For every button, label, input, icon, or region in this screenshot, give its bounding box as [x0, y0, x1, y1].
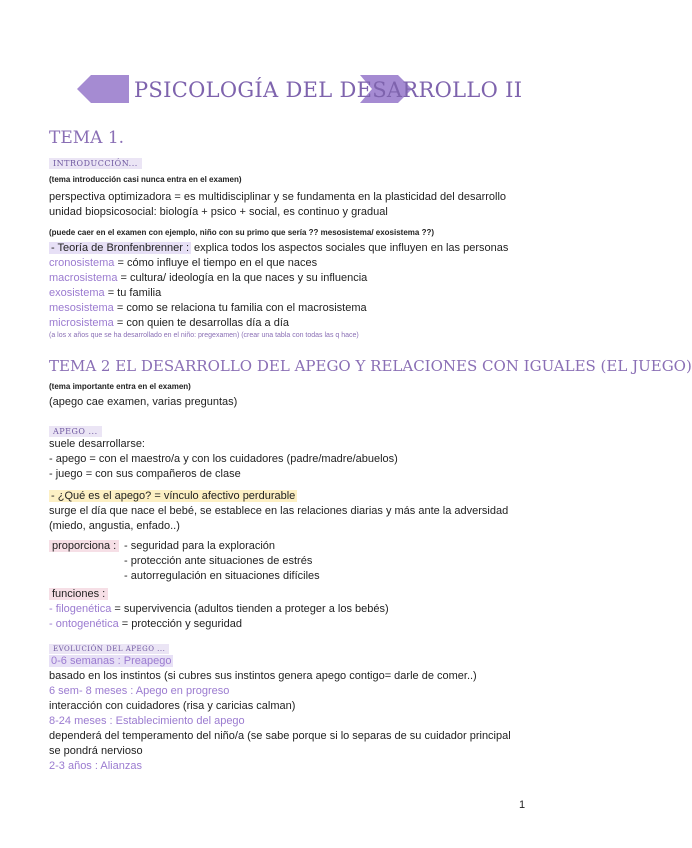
- tema1-heading: TEMA 1.: [49, 128, 125, 148]
- system-term: exosistema: [49, 287, 105, 299]
- suele-text: suele desarrollarse:: [49, 438, 145, 450]
- system-term: mesosistema: [49, 302, 114, 314]
- stage-3-desc-1: dependerá del temperamento del niño/a (se sabe porque si lo separas de su cuidador principal: [49, 730, 511, 742]
- proporciona-item-3: - autorregulación en situaciones difíciles: [124, 570, 320, 582]
- intro-tag-text: INTRODUCCIÓN...: [49, 158, 142, 169]
- system-def: = tu familia: [104, 287, 162, 299]
- proporciona-item-2: - protección ante situaciones de estrés: [124, 555, 313, 567]
- list-item: [49, 271, 367, 286]
- system-term: macrosistema: [49, 272, 118, 284]
- stage-3-desc-2: se pondrá nervioso: [49, 745, 143, 757]
- proporciona-item-1: - seguridad para la exploración: [124, 540, 276, 552]
- funcion-item-1: [49, 602, 389, 616]
- tema1-small-note: (a los x años que se ha desarrollado en el niño: pregexamen) (crear una tabla con todas las q hace): [49, 332, 359, 339]
- tema1-line2: unidad biopsicosocial: biología + psico + social, es continuo y gradual: [49, 206, 388, 218]
- bronfenbrenner-text: explica todos los aspectos sociales que influyen en las personas: [191, 242, 509, 254]
- intro-tag: [49, 153, 142, 171]
- evolucion-tag-text: EVOLUCIÓN DEL APEGO ...: [49, 644, 169, 654]
- list-item: [49, 286, 367, 301]
- apego-question: [49, 489, 297, 503]
- list-item: [49, 316, 367, 331]
- bronfenbrenner-label: - Teoría de Bronfenbrenner :: [51, 242, 189, 254]
- surge-line2: (miedo, angustia, enfado..): [49, 520, 180, 532]
- stage-1-label-text: 0-6 semanas : Preapego: [51, 655, 172, 667]
- page-number: 1: [519, 799, 526, 811]
- list-item: [49, 301, 367, 316]
- stage-4-label: 2-3 años : Alianzas: [49, 760, 142, 772]
- page-title: PSICOLOGÍA DEL DESARROLLO II: [134, 78, 523, 102]
- funcion-term: - filogenética: [49, 603, 112, 615]
- list-item: [49, 256, 367, 271]
- funcion-def: = supervivencia (adultos tienden a proteger a los bebés): [111, 603, 389, 615]
- funciones-label: [49, 587, 108, 601]
- tema2-note2: (apego cae examen, varias preguntas): [49, 396, 238, 408]
- stage-2-desc: interacción con cuidadores (risa y caricias calman): [49, 700, 296, 712]
- stage-1-desc: basado en los instintos (si cubres sus instintos genera apego contigo= darle de comer..): [49, 670, 477, 682]
- suele-item-2: - juego = con sus compañeros de clase: [49, 468, 241, 480]
- bronfenbrenner-line: [49, 241, 508, 255]
- tema2-heading: TEMA 2 EL DESARROLLO DEL APEGO Y RELACIONES CON IGUALES (EL JUEGO): [49, 357, 692, 375]
- tema1-note2: (puede caer en el examen con ejemplo, niño con su primo que sería ?? mesosistema/ exosistema ??): [49, 228, 435, 237]
- funcion-term: - ontogenética: [49, 618, 119, 630]
- tema1-note1: (tema introducción casi nunca entra en el examen): [49, 175, 242, 184]
- funcion-item-2: [49, 617, 242, 631]
- system-def: = cómo influye el tiempo en el que naces: [114, 257, 318, 269]
- system-def: = cultura/ ideología en la que naces y su influencia: [117, 272, 368, 284]
- system-term: cronosistema: [49, 257, 115, 269]
- stage-3-label: 8-24 meses : Establecimiento del apego: [49, 715, 245, 727]
- stage-1-label: [49, 654, 173, 668]
- title-banner-left-arrow: [77, 75, 129, 103]
- system-def: = como se relaciona tu familia con el macrosistema: [113, 302, 367, 314]
- apego-question-text: - ¿Qué es el apego? = vínculo afectivo perdurable: [51, 490, 296, 502]
- tema1-line1: perspectiva optimizadora = es multidisciplinar y se fundamenta en la plasticidad del desarrollo: [49, 191, 507, 203]
- proporciona-label-text: proporciona :: [49, 540, 119, 552]
- system-def: = con quien te desarrollas día a día: [113, 317, 289, 329]
- systems-list: [49, 256, 367, 331]
- suele-item-1: - apego = con el maestro/a y con los cuidadores (padre/madre/abuelos): [49, 453, 398, 465]
- funciones-label-text: funciones :: [49, 588, 108, 600]
- stage-2-label: 6 sem- 8 meses : Apego en progreso: [49, 685, 230, 697]
- funcion-def: = protección y seguridad: [118, 618, 242, 630]
- tema2-note1: (tema importante entra en el examen): [49, 382, 191, 391]
- apego-tag-text: APEGO ...: [49, 426, 102, 437]
- surge-line1: surge el día que nace el bebé, se establece en las relaciones diarias y más ante la adversidad: [49, 505, 509, 517]
- system-term: microsistema: [49, 317, 114, 329]
- proporciona-label: [49, 539, 119, 553]
